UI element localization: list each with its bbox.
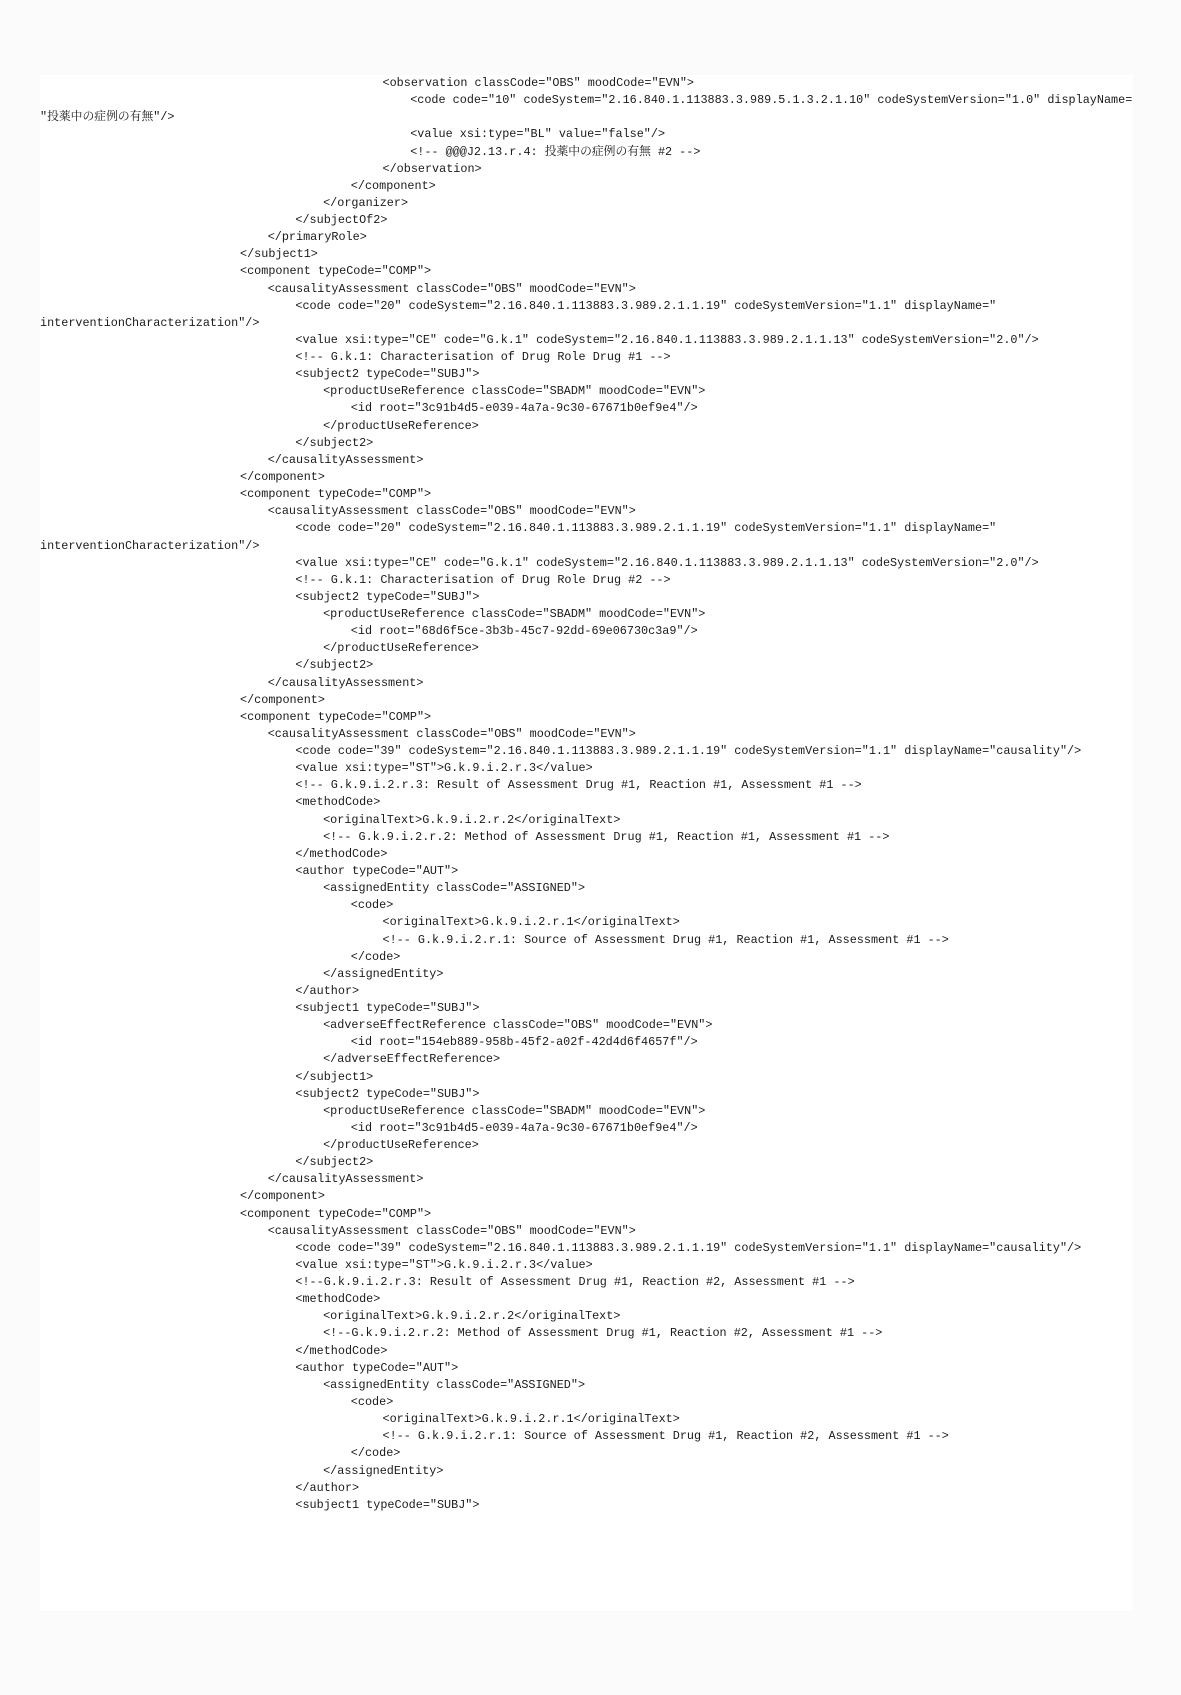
xml-line: </code> (350, 1446, 401, 1461)
xml-line: <assignedEntity classCode="ASSIGNED"> (323, 1377, 586, 1392)
xml-wrapped-line: interventionCharacterization"/> (40, 538, 260, 553)
xml-line: <adverseEffectReference classCode="OBS" moodCode="EVN"> (323, 1018, 713, 1033)
xml-line: <id root="68d6f5ce-3b3b-45c7-92dd-69e06730c3a9"/> (350, 624, 698, 639)
xml-line: </subject1> (240, 247, 318, 262)
xml-line: </causalityAssessment> (267, 452, 424, 467)
xml-line: </subject2> (295, 435, 374, 450)
xml-line: <code code="20" codeSystem="2.16.840.1.113883.3.989.2.1.1.19" codeSystemVersion="1.1" displayName=" (295, 298, 997, 313)
xml-line: <!-- G.k.1: Characterisation of Drug Role Drug #2 --> (295, 572, 671, 587)
xml-line: <value xsi:type="BL" value="false"/> (410, 127, 666, 142)
xml-line: <subject1 typeCode="SUBJ"> (295, 1001, 480, 1016)
xml-line: <author typeCode="AUT"> (295, 863, 459, 878)
xml-line: </adverseEffectReference> (323, 1052, 501, 1067)
xml-line: <subject1 typeCode="SUBJ"> (295, 1497, 480, 1512)
xml-line: <component typeCode="COMP"> (240, 709, 432, 724)
xml-line: </code> (350, 949, 401, 964)
xml-line: <subject2 typeCode="SUBJ"> (295, 589, 480, 604)
xml-line: </subjectOf2> (295, 213, 388, 228)
xml-line: <causalityAssessment classCode="OBS" moodCode="EVN"> (267, 726, 636, 741)
xml-line: <value xsi:type="CE" code="G.k.1" codeSystem="2.16.840.1.113883.3.989.2.1.1.13" codeSystemVersion="2.0"/> (295, 332, 1039, 347)
xml-line: </component> (240, 692, 325, 707)
xml-line: <id root="3c91b4d5-e039-4a7a-9c30-67671b0ef9e4"/> (350, 401, 698, 416)
xml-line: <!-- G.k.9.i.2.r.2: Method of Assessment Drug #1, Reaction #1, Assessment #1 --> (323, 829, 890, 844)
xml-wrapped-line: "投薬中の症例の有無"/> (40, 110, 175, 125)
xml-line: </methodCode> (295, 1343, 388, 1358)
xml-line: </productUseReference> (323, 1138, 479, 1153)
xml-line: </methodCode> (295, 846, 388, 861)
xml-line: </assignedEntity> (323, 966, 444, 981)
xml-line: <subject2 typeCode="SUBJ"> (295, 367, 480, 382)
xml-line: <observation classCode="OBS" moodCode="EVN"> (382, 76, 694, 90)
xml-wrapped-line: interventionCharacterization"/> (40, 315, 260, 330)
xml-line: <!--G.k.9.i.2.r.3: Result of Assessment Drug #1, Reaction #2, Assessment #1 --> (295, 1275, 855, 1290)
xml-line: <productUseReference classCode="SBADM" moodCode="EVN"> (323, 1103, 706, 1118)
xml-line: <code code="39" codeSystem="2.16.840.1.113883.3.989.2.1.1.19" codeSystemVersion="1.1" displayName="causality"/> (295, 1240, 1082, 1255)
xml-line: <code code="39" codeSystem="2.16.840.1.113883.3.989.2.1.1.19" codeSystemVersion="1.1" displayName="causality"/> (295, 744, 1082, 759)
xml-line: <component typeCode="COMP"> (240, 487, 432, 502)
xml-line: </causalityAssessment> (267, 1172, 424, 1187)
xml-line: </productUseReference> (323, 418, 479, 433)
xml-line: <author typeCode="AUT"> (295, 1360, 459, 1375)
xml-line: <methodCode> (295, 1292, 381, 1307)
xml-line: <!--G.k.9.i.2.r.2: Method of Assessment Drug #1, Reaction #2, Assessment #1 --> (323, 1326, 883, 1341)
xml-line: <component typeCode="COMP"> (240, 264, 432, 279)
xml-line: </component> (350, 178, 436, 193)
xml-line: <originalText>G.k.9.i.2.r.1</originalText> (382, 1412, 680, 1427)
xml-line: <component typeCode="COMP"> (240, 1206, 432, 1221)
xml-line: </component> (240, 469, 325, 484)
xml-line: </productUseReference> (323, 641, 479, 656)
xml-line: </subject1> (295, 1069, 374, 1084)
xml-line: <!-- G.k.9.i.2.r.1: Source of Assessment Drug #1, Reaction #1, Assessment #1 --> (382, 932, 949, 947)
xml-line: </organizer> (323, 195, 409, 210)
xml-line: <!-- G.k.1: Characterisation of Drug Role Drug #1 --> (295, 350, 671, 365)
xml-line: </subject2> (295, 1155, 374, 1170)
xml-line: <id root="3c91b4d5-e039-4a7a-9c30-67671b0ef9e4"/> (350, 1120, 698, 1135)
xml-line: <subject2 typeCode="SUBJ"> (295, 1086, 480, 1101)
xml-line: <originalText>G.k.9.i.2.r.2</originalText> (323, 812, 621, 827)
xml-line: <value xsi:type="CE" code="G.k.1" codeSystem="2.16.840.1.113883.3.989.2.1.1.13" codeSystemVersion="2.0"/> (295, 555, 1039, 570)
xml-line: <code> (350, 1395, 394, 1409)
xml-line: <causalityAssessment classCode="OBS" moodCode="EVN"> (267, 1223, 636, 1238)
xml-line: </assignedEntity> (323, 1463, 444, 1478)
xml-line: <!-- G.k.9.i.2.r.3: Result of Assessment Drug #1, Reaction #1, Assessment #1 --> (295, 778, 862, 793)
xml-line: </causalityAssessment> (267, 675, 424, 690)
xml-line: </primaryRole> (267, 230, 367, 245)
xml-line: <id root="154eb889-958b-45f2-a02f-42d4d6f4657f"/> (350, 1035, 698, 1050)
xml-line: <causalityAssessment classCode="OBS" moodCode="EVN"> (267, 504, 636, 519)
xml-line: <code code="20" codeSystem="2.16.840.1.113883.3.989.2.1.1.19" codeSystemVersion="1.1" displayName=" (295, 521, 997, 536)
xml-line: <code> (350, 898, 394, 913)
xml-line: </component> (240, 1189, 325, 1204)
xml-line: </author> (295, 983, 360, 998)
xml-line: <value xsi:type="ST">G.k.9.i.2.r.3</value> (295, 1257, 593, 1272)
xml-line: <productUseReference classCode="SBADM" moodCode="EVN"> (323, 384, 706, 399)
xml-line: </observation> (382, 161, 482, 176)
xml-line: <code code="10" codeSystem="2.16.840.1.113883.3.989.5.1.3.2.1.10" codeSystemVersion="1.0" displayName= (410, 93, 1133, 108)
xml-line: <causalityAssessment classCode="OBS" moodCode="EVN"> (267, 281, 636, 296)
xml-line: <originalText>G.k.9.i.2.r.1</originalText> (382, 915, 680, 930)
xml-line: </subject2> (295, 658, 374, 673)
document-page (40, 75, 1133, 1611)
xml-line: <assignedEntity classCode="ASSIGNED"> (323, 881, 586, 896)
xml-line: <productUseReference classCode="SBADM" moodCode="EVN"> (323, 607, 706, 622)
xml-line: <value xsi:type="ST">G.k.9.i.2.r.3</value> (295, 761, 593, 776)
xml-line: <!-- @@@J2.13.r.4: 投薬中の症例の有無 #2 --> (410, 144, 701, 159)
xml-line: <methodCode> (295, 795, 381, 810)
xml-line: <!-- G.k.9.i.2.r.1: Source of Assessment Drug #1, Reaction #2, Assessment #1 --> (382, 1429, 949, 1444)
xml-line: <originalText>G.k.9.i.2.r.2</originalText> (323, 1309, 621, 1324)
xml-line: </author> (295, 1480, 360, 1495)
